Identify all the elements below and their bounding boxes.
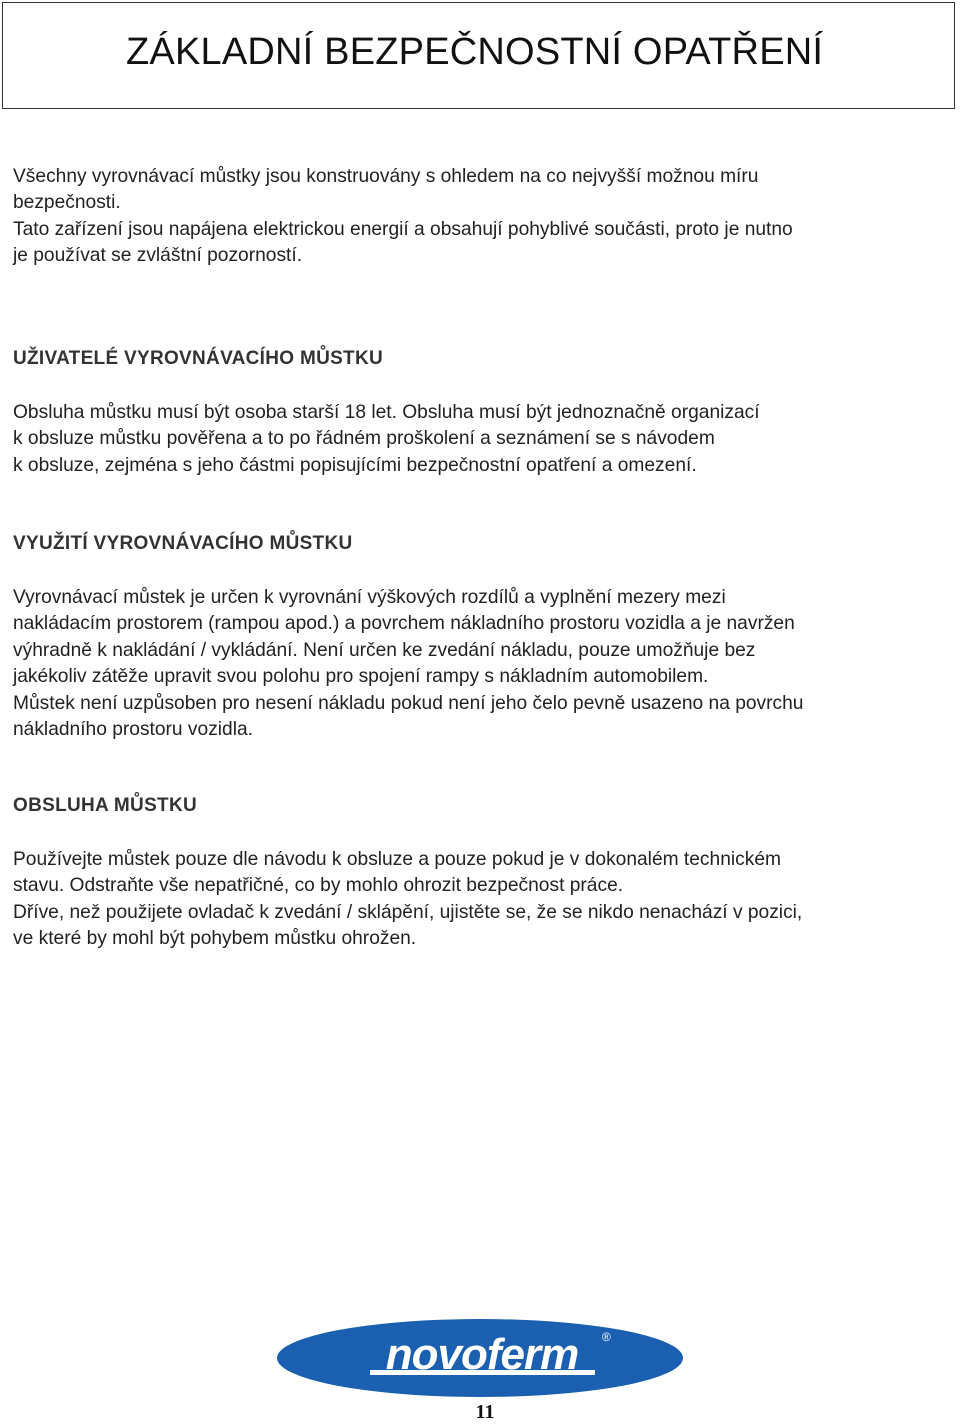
text-line: Můstek není uzpůsoben pro nesení nákladu pokud není jeho čelo pevně usazeno na povrchu [13,692,804,714]
text-line: ve které by mohl být pohybem můstku ohrožen. [13,928,417,950]
title-box [2,2,955,109]
section-heading-operation: OBSLUHA MŮSTKU [13,795,197,816]
section-heading-users: UŽIVATELÉ VYROVNÁVACÍHO MŮSTKU [13,348,384,369]
text-line: k obsluze můstku pověřena a to po řádném proškolení a seznámení se s návodem [13,428,715,450]
text-line: jakékoliv zátěže upravit svou polohu pro spojení rampy s nákladním automobilem. [13,666,709,688]
section-heading-usage: VYUŽITÍ VYROVNÁVACÍHO MŮSTKU [13,533,353,554]
section-paragraph-usage [13,585,803,743]
text-line: nakládacím prostorem (rampou apod.) a povrchem nákladního prostoru vozidla a je navržen [13,613,795,635]
section-paragraph-operation [13,847,802,953]
text-line: Používejte můstek pouze dle návodu k obsluze a pouze pokud je v dokonalém technickém [13,849,781,870]
text-line: Všechny vyrovnávací můstky jsou konstruovány s ohledem na co nejvyšší možnou míru [13,166,759,187]
text-line: k obsluze, zejména s jeho částmi popisujícími bezpečnostní opatření a omezení. [13,454,697,476]
text-line: Obsluha můstku musí být osoba starší 18 let. Obsluha musí být jednoznačně organizací [13,402,760,423]
text-line: nákladního prostoru vozidla. [13,719,253,741]
page-number: 11 [475,1401,495,1423]
registered-mark: ® [602,1330,611,1344]
text-line: Vyrovnávací můstek je určen k vyrovnání výškových rozdílů a vyplnění mezery mezi [13,587,726,608]
text-line: výhradně k nakládání / vykládání. Není určen ke zvedání nákladu, pouze umožňuje bez [13,639,756,661]
text-line: stavu. Odstraňte vše nepatřičné, co by mohlo ohrozit bezpečnost práce. [13,875,624,897]
intro-paragraph [13,164,793,270]
text-line: je používat se zvláštní pozorností. [13,245,303,267]
text-line: Dříve, než použijete ovladač k zvedání / sklápění, ujistěte se, že se nikdo nenachází v pozici, [13,901,803,923]
section-paragraph-users [13,400,760,479]
text-line: Tato zařízení jsou napájena elektrickou energií a obsahují pohyblivé součásti, proto je nutno [13,218,793,240]
logo-wordmark: novoferm [385,1330,579,1379]
page-title: ZÁKLADNÍ BEZPEČNOSTNÍ OPATŘENÍ [126,31,824,73]
novoferm-logo [275,1317,685,1399]
text-line: bezpečnosti. [13,192,121,214]
